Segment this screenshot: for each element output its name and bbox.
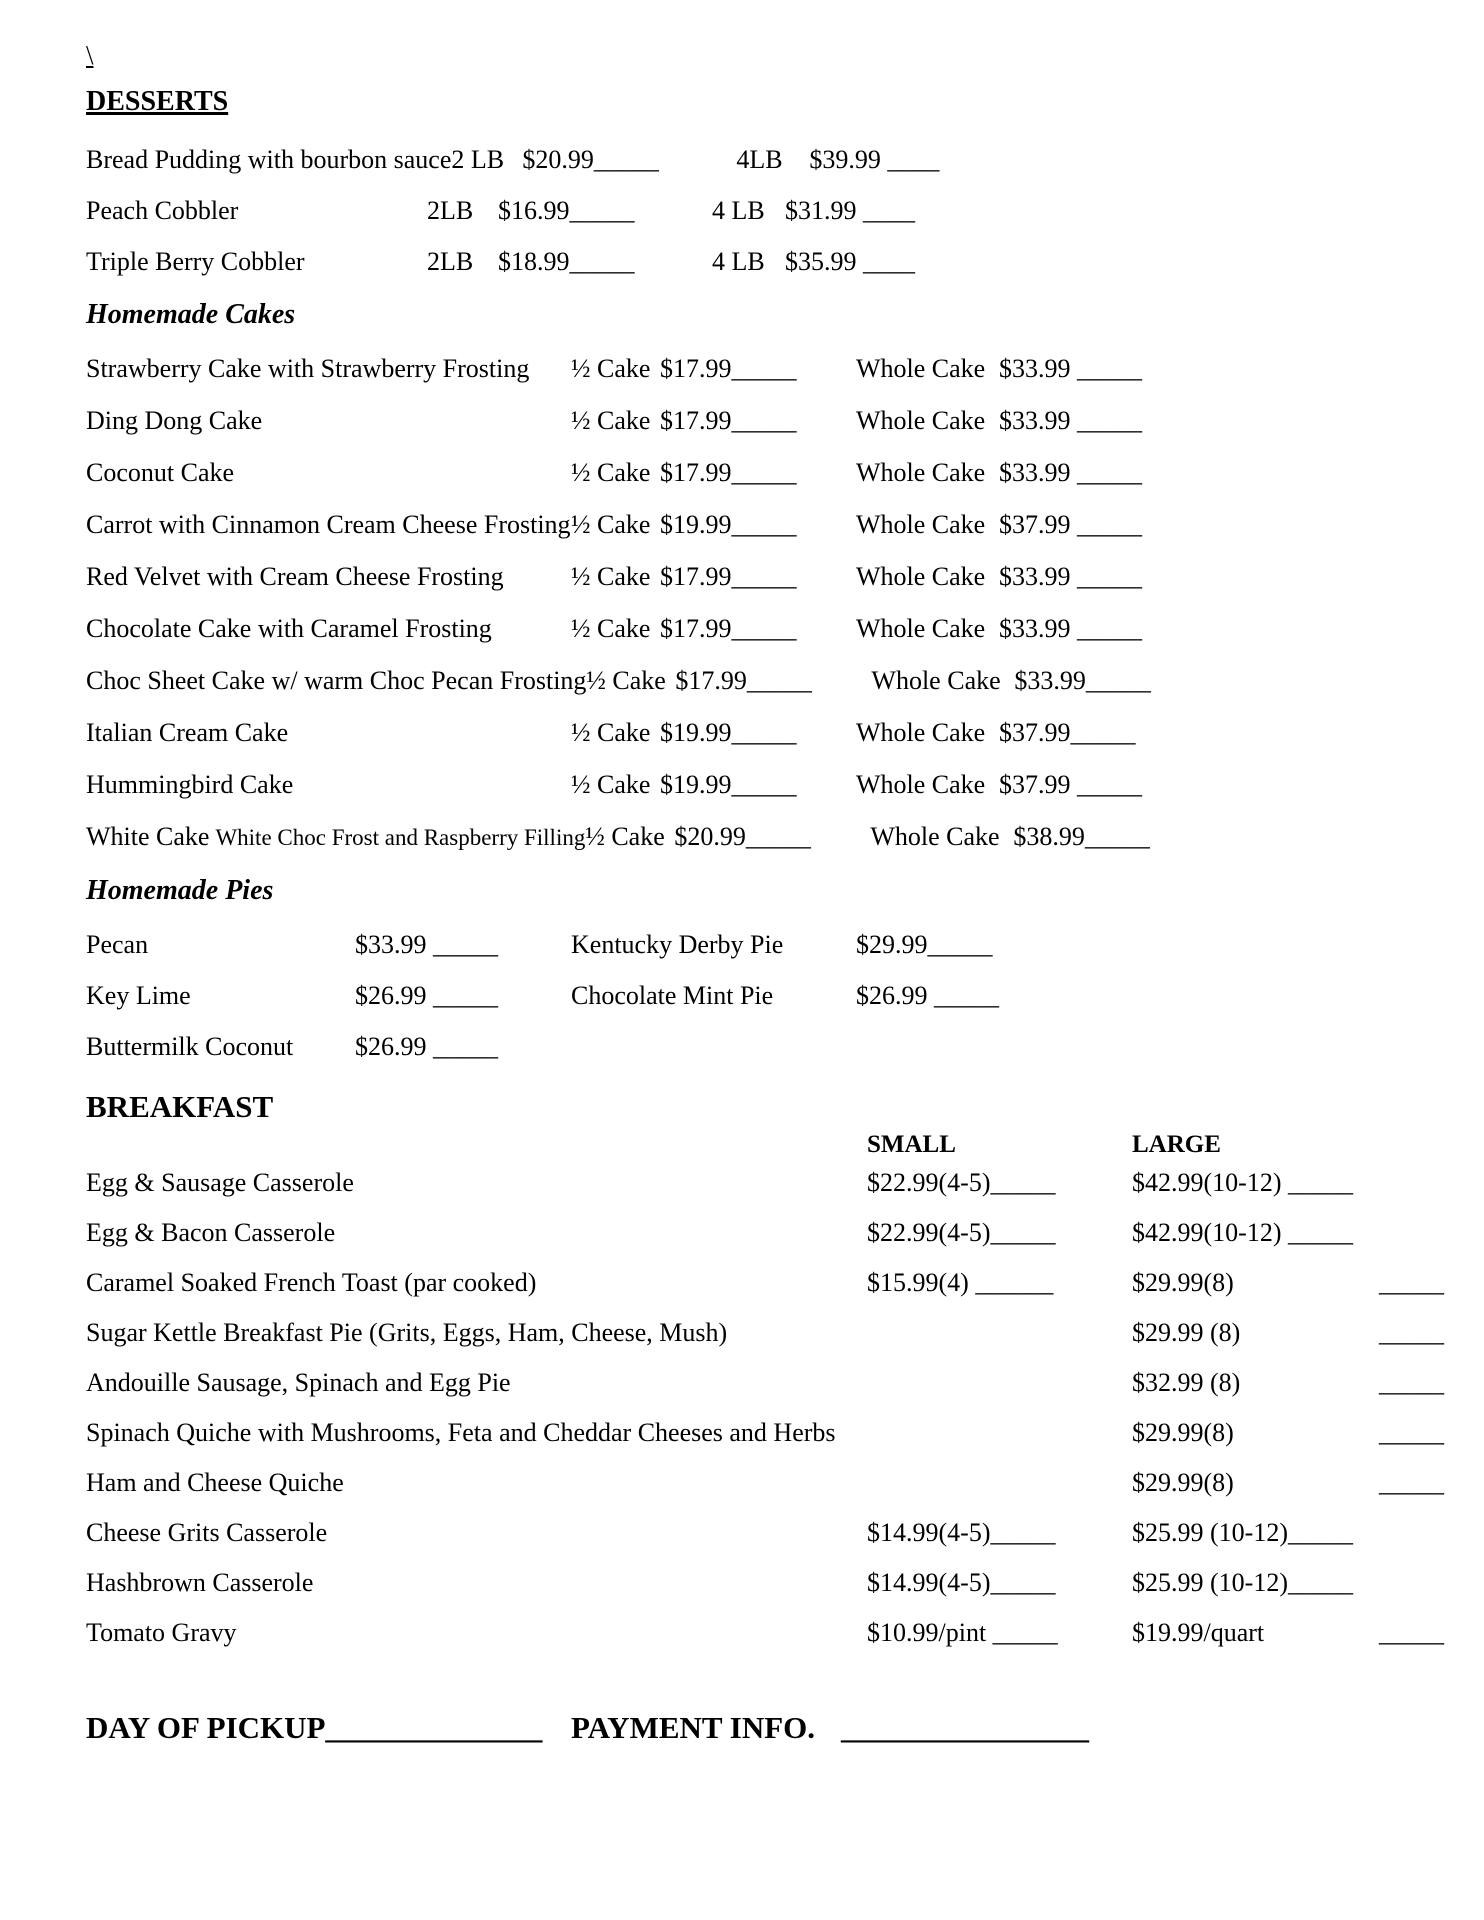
item-name: Chocolate Mint Pie xyxy=(571,981,774,1010)
cake-row xyxy=(86,405,1444,438)
price-with-blank: $33.99 _____ xyxy=(999,614,1142,643)
item-name: Tomato Gravy xyxy=(86,1618,237,1647)
pies-list xyxy=(86,929,1444,1063)
item-name: Carrot with Cinnamon Cream Cheese Frosting xyxy=(86,510,571,539)
price-with-blank: $37.99_____ xyxy=(999,718,1136,747)
price-with-blank: $20.99_____ xyxy=(674,822,811,851)
item-name: Key Lime xyxy=(86,981,191,1010)
price-with-blank: $29.99_____ xyxy=(856,930,993,959)
price-with-blank: $26.99 _____ xyxy=(355,1032,498,1061)
half-cake-label: ½ Cake xyxy=(571,562,651,591)
price-with-blank: $33.99 _____ xyxy=(999,406,1142,435)
item-name: Kentucky Derby Pie xyxy=(571,930,784,959)
desserts-heading: DESSERTS xyxy=(86,86,229,117)
cake-row xyxy=(86,561,1444,594)
price-with-blank: $33.99 _____ xyxy=(999,562,1142,591)
size-label: 2 LB xyxy=(451,145,505,174)
fill-in-blank: _____ xyxy=(1379,1618,1444,1647)
day-of-pickup-label: DAY OF PICKUP xyxy=(86,1710,326,1745)
item-name: Coconut Cake xyxy=(86,458,235,487)
breakfast-row xyxy=(86,1517,1444,1548)
cake-row xyxy=(86,457,1444,490)
item-name: Hummingbird Cake xyxy=(86,770,294,799)
item-name: Bread Pudding with bourbon sauce xyxy=(86,145,452,174)
small-price-with-blank: $14.99(4-5)_____ xyxy=(867,1518,1056,1547)
item-name: Italian Cream Cake xyxy=(86,718,289,747)
breakfast-row xyxy=(86,1417,1444,1448)
price-with-blank: $17.99_____ xyxy=(675,666,812,695)
price-with-blank: $31.99 ____ xyxy=(785,196,915,225)
item-name: White Cake White Choc Frost and Raspberry Filling xyxy=(86,822,586,851)
price-with-blank: $19.99_____ xyxy=(660,510,797,539)
price-with-blank: $16.99_____ xyxy=(498,196,635,225)
small-price-with-blank: $22.99(4-5)_____ xyxy=(867,1218,1056,1247)
item-name: Red Velvet with Cream Cheese Frosting xyxy=(86,562,504,591)
breakfast-size-headers xyxy=(86,1131,1444,1159)
half-cake-label: ½ Cake xyxy=(571,458,651,487)
price-with-blank: $38.99_____ xyxy=(1013,822,1150,851)
breakfast-row xyxy=(86,1317,1444,1348)
large-price: $42.99(10-12) _____ xyxy=(1132,1168,1353,1197)
item-name: Pecan xyxy=(86,930,149,959)
price-with-blank: $35.99 ____ xyxy=(785,247,915,276)
item-name: Cheese Grits Casserole xyxy=(86,1518,328,1547)
small-price-with-blank: $22.99(4-5)_____ xyxy=(867,1168,1056,1197)
small-column-header: SMALL xyxy=(867,1131,956,1158)
item-name-detail: White Choc Frost and Raspberry Filling xyxy=(215,825,586,850)
small-price-with-blank: $10.99/pint _____ xyxy=(867,1618,1058,1647)
large-price: $42.99(10-12) _____ xyxy=(1132,1218,1353,1247)
fill-in-blank: ______________ xyxy=(325,1710,543,1745)
stray-backslash-mark: \ xyxy=(86,40,94,70)
price-with-blank: $17.99_____ xyxy=(660,458,797,487)
item-name: Buttermilk Coconut xyxy=(86,1032,294,1061)
size-label: 2LB xyxy=(427,196,474,225)
half-cake-label: ½ Cake xyxy=(571,406,651,435)
dessert-row xyxy=(86,246,1444,278)
whole-cake-label: Whole Cake xyxy=(856,770,986,799)
cake-row xyxy=(86,769,1444,802)
pie-row xyxy=(86,929,1444,961)
fill-in-blank: _____ xyxy=(1379,1368,1444,1397)
half-cake-label: ½ Cake xyxy=(571,718,651,747)
item-name: Choc Sheet Cake w/ warm Choc Pecan Frosting xyxy=(86,666,587,695)
price-with-blank: $17.99_____ xyxy=(660,562,797,591)
price-with-blank: $17.99_____ xyxy=(660,354,797,383)
fill-in-blank: _____ xyxy=(1379,1268,1444,1297)
breakfast-row xyxy=(86,1567,1444,1598)
pie-row xyxy=(86,1031,1444,1063)
whole-cake-label: Whole Cake xyxy=(871,666,1001,695)
day-of-pickup-group xyxy=(86,1710,571,1746)
large-price-cell xyxy=(1132,1567,1444,1598)
cakes-list xyxy=(86,353,1444,854)
whole-cake-label: Whole Cake xyxy=(856,614,986,643)
footer-fill-in-section xyxy=(86,1710,1444,1746)
fill-in-blank: _____ xyxy=(1379,1318,1444,1347)
price-with-blank: $33.99_____ xyxy=(1014,666,1151,695)
breakfast-row xyxy=(86,1267,1444,1298)
half-cake-label: ½ Cake xyxy=(586,666,666,695)
item-name: Ham and Cheese Quiche xyxy=(86,1468,344,1497)
pie-row xyxy=(86,980,1444,1012)
large-price-cell xyxy=(1132,1167,1444,1198)
price-with-blank: $33.99 _____ xyxy=(999,354,1142,383)
dessert-row xyxy=(86,144,1444,176)
whole-cake-label: Whole Cake xyxy=(856,406,986,435)
whole-cake-label: Whole Cake xyxy=(870,822,1000,851)
item-name: Egg & Bacon Casserole xyxy=(86,1218,336,1247)
cake-row xyxy=(86,353,1444,386)
whole-cake-label: Whole Cake xyxy=(856,718,986,747)
breakfast-row xyxy=(86,1367,1444,1398)
fill-in-blank: ________________ xyxy=(841,1710,1090,1745)
large-column-header: LARGE xyxy=(1132,1131,1221,1158)
large-price: $29.99 (8) xyxy=(1132,1318,1241,1347)
homemade-pies-heading: Homemade Pies xyxy=(86,875,274,906)
cake-row xyxy=(86,821,1444,854)
price-with-blank: $33.99 _____ xyxy=(999,458,1142,487)
breakfast-row xyxy=(86,1217,1444,1248)
large-price-cell xyxy=(1132,1617,1444,1648)
price-with-blank: $19.99_____ xyxy=(660,718,797,747)
price-with-blank: $26.99 _____ xyxy=(355,981,498,1010)
price-with-blank: $20.99_____ xyxy=(522,145,659,174)
whole-cake-label: Whole Cake xyxy=(856,458,986,487)
half-cake-label: ½ Cake xyxy=(571,354,651,383)
size-label: 4 LB xyxy=(712,196,765,225)
fill-in-blank: _____ xyxy=(1379,1468,1444,1497)
whole-cake-label: Whole Cake xyxy=(856,354,986,383)
large-price-cell xyxy=(1132,1467,1444,1498)
price-with-blank: $33.99 _____ xyxy=(355,930,498,959)
price-with-blank: $39.99 ____ xyxy=(809,145,940,174)
large-price: $25.99 (10-12)_____ xyxy=(1132,1568,1353,1597)
item-name: Caramel Soaked French Toast (par cooked) xyxy=(86,1268,537,1297)
breakfast-list xyxy=(86,1167,1444,1648)
price-with-blank: $26.99 _____ xyxy=(856,981,999,1010)
cake-row xyxy=(86,717,1444,750)
large-price-cell xyxy=(1132,1267,1444,1298)
size-label: 2LB xyxy=(427,247,474,276)
breakfast-row xyxy=(86,1167,1444,1198)
large-price: $29.99(8) xyxy=(1132,1418,1234,1447)
payment-info-label: PAYMENT INFO. xyxy=(571,1710,816,1745)
breakfast-row xyxy=(86,1467,1444,1498)
fill-in-blank: _____ xyxy=(1379,1418,1444,1447)
whole-cake-label: Whole Cake xyxy=(856,510,986,539)
price-with-blank: $19.99_____ xyxy=(660,770,797,799)
size-label: 4LB xyxy=(736,145,783,174)
cake-row xyxy=(86,665,1444,698)
item-name: Sugar Kettle Breakfast Pie (Grits, Eggs, Ham, Cheese, Mush) xyxy=(86,1318,728,1347)
large-price: $29.99(8) xyxy=(1132,1268,1234,1297)
half-cake-label: ½ Cake xyxy=(571,614,651,643)
whole-cake-label: Whole Cake xyxy=(856,562,986,591)
large-price-cell xyxy=(1132,1217,1444,1248)
small-price-with-blank: $14.99(4-5)_____ xyxy=(867,1568,1056,1597)
desserts-list xyxy=(86,144,1444,278)
dessert-row xyxy=(86,195,1444,227)
large-price-cell xyxy=(1132,1317,1444,1348)
item-name: Andouille Sausage, Spinach and Egg Pie xyxy=(86,1368,511,1397)
half-cake-label: ½ Cake xyxy=(571,510,651,539)
item-name: Peach Cobbler xyxy=(86,196,239,225)
large-price: $25.99 (10-12)_____ xyxy=(1132,1518,1353,1547)
price-with-blank: $37.99 _____ xyxy=(999,770,1142,799)
large-price-cell xyxy=(1132,1417,1444,1448)
cake-row xyxy=(86,509,1444,542)
price-with-blank: $17.99_____ xyxy=(660,406,797,435)
large-price-cell xyxy=(1132,1517,1444,1548)
item-name: Ding Dong Cake xyxy=(86,406,263,435)
size-label: 4 LB xyxy=(712,247,765,276)
price-with-blank: $18.99_____ xyxy=(498,247,635,276)
large-price: $29.99(8) xyxy=(1132,1468,1234,1497)
half-cake-label: ½ Cake xyxy=(571,770,651,799)
price-with-blank: $37.99 _____ xyxy=(999,510,1142,539)
item-name: Triple Berry Cobbler xyxy=(86,247,305,276)
item-name: Chocolate Cake with Caramel Frosting xyxy=(86,614,492,643)
cake-row xyxy=(86,613,1444,646)
large-price: $19.99/quart xyxy=(1132,1618,1265,1647)
half-cake-label: ½ Cake xyxy=(585,822,665,851)
item-name: Strawberry Cake with Strawberry Frosting xyxy=(86,354,530,383)
breakfast-row xyxy=(86,1617,1444,1648)
price-with-blank: $17.99_____ xyxy=(660,614,797,643)
item-name: Egg & Sausage Casserole xyxy=(86,1168,354,1197)
large-price-cell xyxy=(1132,1367,1444,1398)
small-price-with-blank: $15.99(4) ______ xyxy=(867,1268,1054,1297)
item-name: Hashbrown Casserole xyxy=(86,1568,314,1597)
spacer xyxy=(86,1131,867,1159)
breakfast-heading: BREAKFAST xyxy=(86,1089,274,1124)
large-price: $32.99 (8) xyxy=(1132,1368,1241,1397)
homemade-cakes-heading: Homemade Cakes xyxy=(86,299,296,330)
item-name: Spinach Quiche with Mushrooms, Feta and Cheddar Cheeses and Herbs xyxy=(86,1418,836,1447)
